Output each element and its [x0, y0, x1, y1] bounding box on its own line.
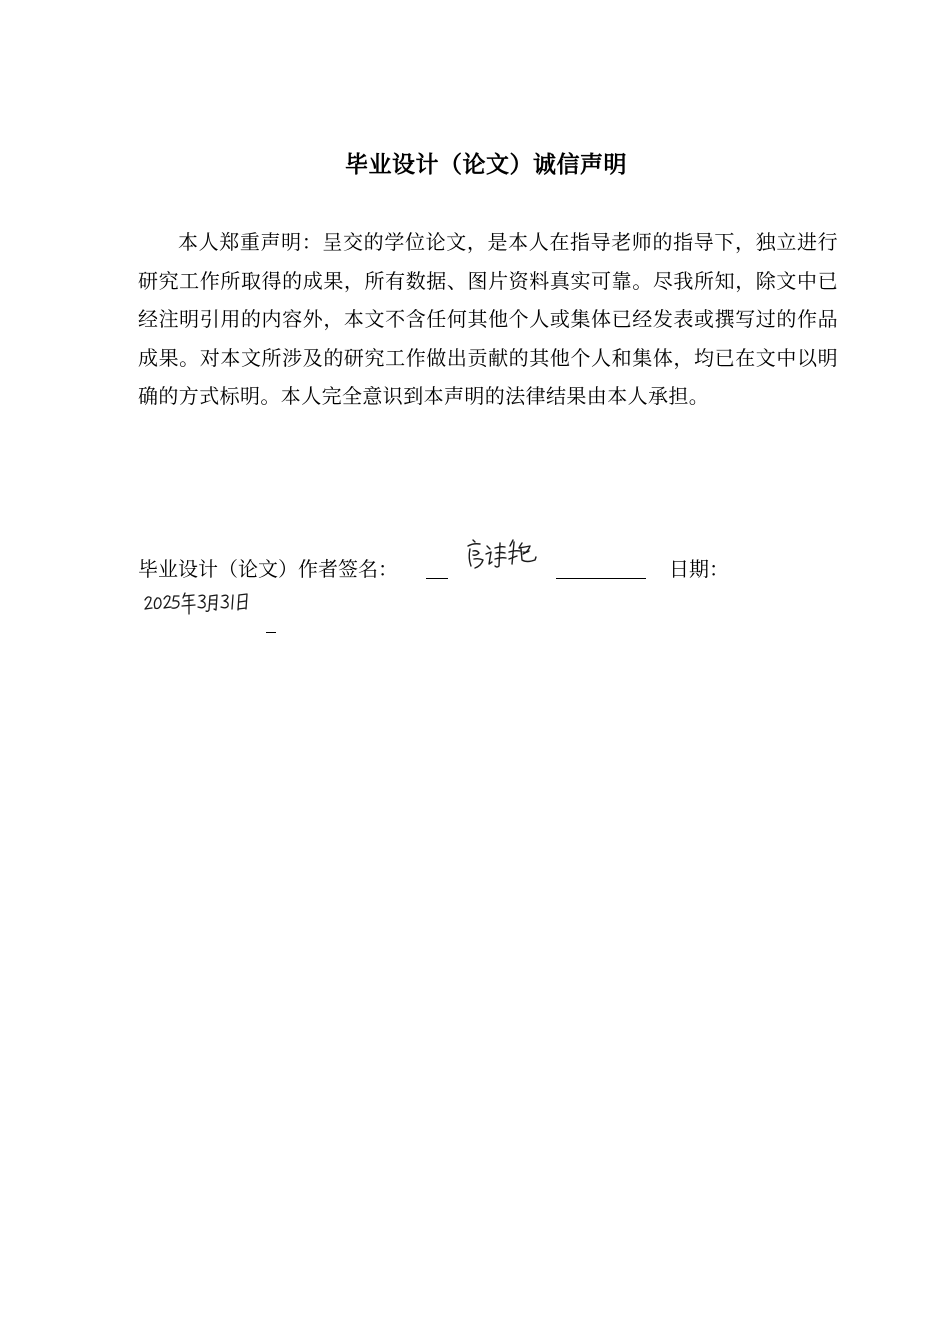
integrity-statement: 本人郑重声明：呈交的学位论文，是本人在指导老师的指导下，独立进行研究工作所取得的成果，所有数据、图片资料真实可靠。尽我所知，除文中已经注明引用的内容外，本文不含任何其他个人或集体已经发表或撰写过的作品成果。对本文所涉及的研究工作做出贡献的其他个人和集体，均已在文中以明确的方式标明。本人完全意识到本声明的法律结果由本人承担。: [138, 230, 838, 408]
page-title: 毕业设计（论文）诚信声明: [345, 152, 627, 178]
signature-blank-long: [556, 578, 646, 579]
signature-label: 毕业设计（论文）作者签名：: [138, 557, 398, 581]
signature-blank-short: [426, 578, 448, 579]
date-label: 日期：: [669, 557, 729, 581]
handwritten-signature: [465, 532, 545, 574]
trailing-underline-mark: [266, 632, 276, 633]
handwritten-date: [143, 588, 263, 616]
